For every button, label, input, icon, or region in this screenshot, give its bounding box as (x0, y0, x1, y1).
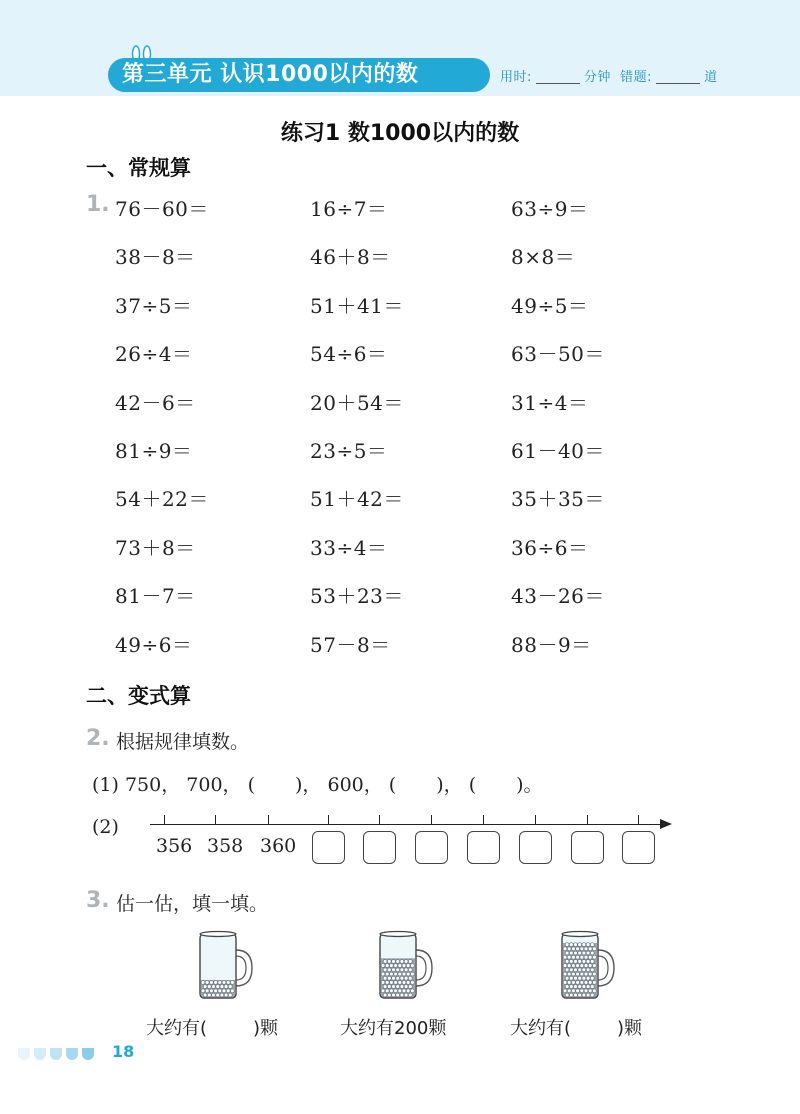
number-line-tick (431, 815, 432, 825)
calc-problem: 36÷6＝ (511, 536, 589, 560)
number-line-tick (379, 815, 380, 825)
section2-heading: 二、变式算 (86, 684, 191, 708)
calc-problem: 8×8＝ (511, 245, 576, 269)
marble-jar (196, 928, 256, 1002)
calc-problem: 54÷6＝ (310, 342, 388, 366)
number-line-answer-box[interactable] (312, 831, 345, 864)
seq-item: 600， (327, 774, 383, 796)
caption-text: )颗 (253, 1018, 279, 1039)
section1-heading: 一、常规算 (86, 156, 191, 180)
calc-problem: 51＋42＝ (310, 487, 404, 511)
question-3-number: 3. (86, 888, 110, 913)
calc-problem: 76－60＝ (115, 197, 209, 221)
calc-problem: 81－7＝ (115, 584, 196, 608)
time-unit: 分钟 (583, 70, 611, 85)
calc-problem: 49÷6＝ (115, 633, 193, 657)
number-line-axis (150, 824, 662, 825)
page-number: 18 (112, 1042, 135, 1061)
number-line-tick (483, 815, 484, 825)
time-blank[interactable] (536, 72, 580, 84)
calc-problem: 38－8＝ (115, 245, 196, 269)
calc-problem: 33÷4＝ (310, 536, 388, 560)
jar-caption-2 (340, 1014, 446, 1040)
marble-jar (558, 928, 618, 1002)
calc-problem: 51＋41＝ (310, 294, 404, 318)
lesson-title: 练习1 数1000以内的数 (280, 121, 520, 146)
calc-problem: 20＋54＝ (310, 391, 404, 415)
seq-open-paren: ( (247, 774, 256, 796)
question-3-prompt: 估一估，填一填。 (116, 893, 269, 915)
number-line-answer-box[interactable] (363, 831, 396, 864)
question-2-number: 2. (86, 726, 110, 751)
caption-text: )颗 (617, 1018, 643, 1039)
number-line-value: 356 (156, 835, 193, 857)
footer-dot (50, 1048, 62, 1060)
footer-dot (66, 1048, 78, 1060)
seq-open-paren: ( (388, 774, 397, 796)
number-line-tick (638, 815, 639, 825)
calc-problem: 81÷9＝ (115, 439, 193, 463)
calc-problem: 37÷5＝ (115, 294, 193, 318)
time-errors-fields (500, 66, 718, 85)
number-line-tick (268, 815, 269, 825)
errors-blank[interactable] (656, 72, 700, 84)
number-line-tick (215, 815, 216, 825)
number-line-answer-box[interactable] (622, 831, 655, 864)
caption-text: 大约有200颗 (340, 1018, 447, 1039)
number-line-answer-box[interactable] (467, 831, 500, 864)
calc-problem: 43－26＝ (511, 584, 605, 608)
jar-caption-1 (146, 1014, 278, 1040)
calc-problem: 46＋8＝ (310, 245, 391, 269)
part2-label: (2) (92, 816, 119, 838)
errors-label: 错题: (620, 70, 653, 85)
number-line-answer-box[interactable] (571, 831, 604, 864)
seq-item: 700， (186, 774, 242, 796)
calc-problem: 88－9＝ (511, 633, 592, 657)
calc-problem: 73＋8＝ (115, 536, 196, 560)
number-line-tick (535, 815, 536, 825)
calc-problem: 42－6＝ (115, 391, 196, 415)
seq-item: 750， (124, 774, 181, 796)
calc-problem: 57－8＝ (310, 633, 391, 657)
number-line-value: 358 (207, 835, 244, 857)
seq-open-paren: ( (468, 774, 477, 796)
footer-dot (34, 1048, 46, 1060)
seq-close-paren: )， (295, 774, 322, 796)
calc-problem: 31÷4＝ (511, 391, 589, 415)
sequence-part-1 (92, 770, 543, 797)
unit-title: 第三单元 认识1000以内的数 (108, 58, 490, 92)
calc-problem: 16÷7＝ (310, 197, 388, 221)
calc-problem: 61－40＝ (511, 439, 605, 463)
number-line-answer-box[interactable] (415, 831, 448, 864)
footer-dot (18, 1048, 30, 1060)
jar-caption-3 (510, 1014, 642, 1040)
caption-text: 大约有( (146, 1018, 208, 1039)
marble-jar (376, 928, 436, 1002)
arrow-right-icon (660, 819, 672, 829)
number-line-value: 360 (260, 835, 297, 857)
number-line-tick (328, 815, 329, 825)
calc-problem: 23÷5＝ (310, 439, 388, 463)
calc-problem: 53＋23＝ (310, 584, 404, 608)
question-2-prompt: 根据规律填数。 (116, 731, 250, 753)
calc-problem: 49÷5＝ (511, 294, 589, 318)
caption-text: 大约有( (510, 1018, 572, 1039)
seq-close-paren: )， (436, 774, 463, 796)
calc-problem: 63－50＝ (511, 342, 605, 366)
number-line-tick (164, 815, 165, 825)
number-line-tick (587, 815, 588, 825)
errors-unit: 道 (704, 70, 718, 85)
seq-close-paren: )。 (516, 774, 543, 796)
footer-dot (82, 1048, 94, 1060)
calc-problem: 54＋22＝ (115, 487, 209, 511)
question-1-number: 1. (86, 192, 110, 217)
calc-problem: 35＋35＝ (511, 487, 605, 511)
calc-problem: 63÷9＝ (511, 197, 589, 221)
calc-problem: 26÷4＝ (115, 342, 193, 366)
number-line-answer-box[interactable] (519, 831, 552, 864)
time-label: 用时: (500, 70, 532, 85)
part1-label: (1) (92, 774, 119, 796)
